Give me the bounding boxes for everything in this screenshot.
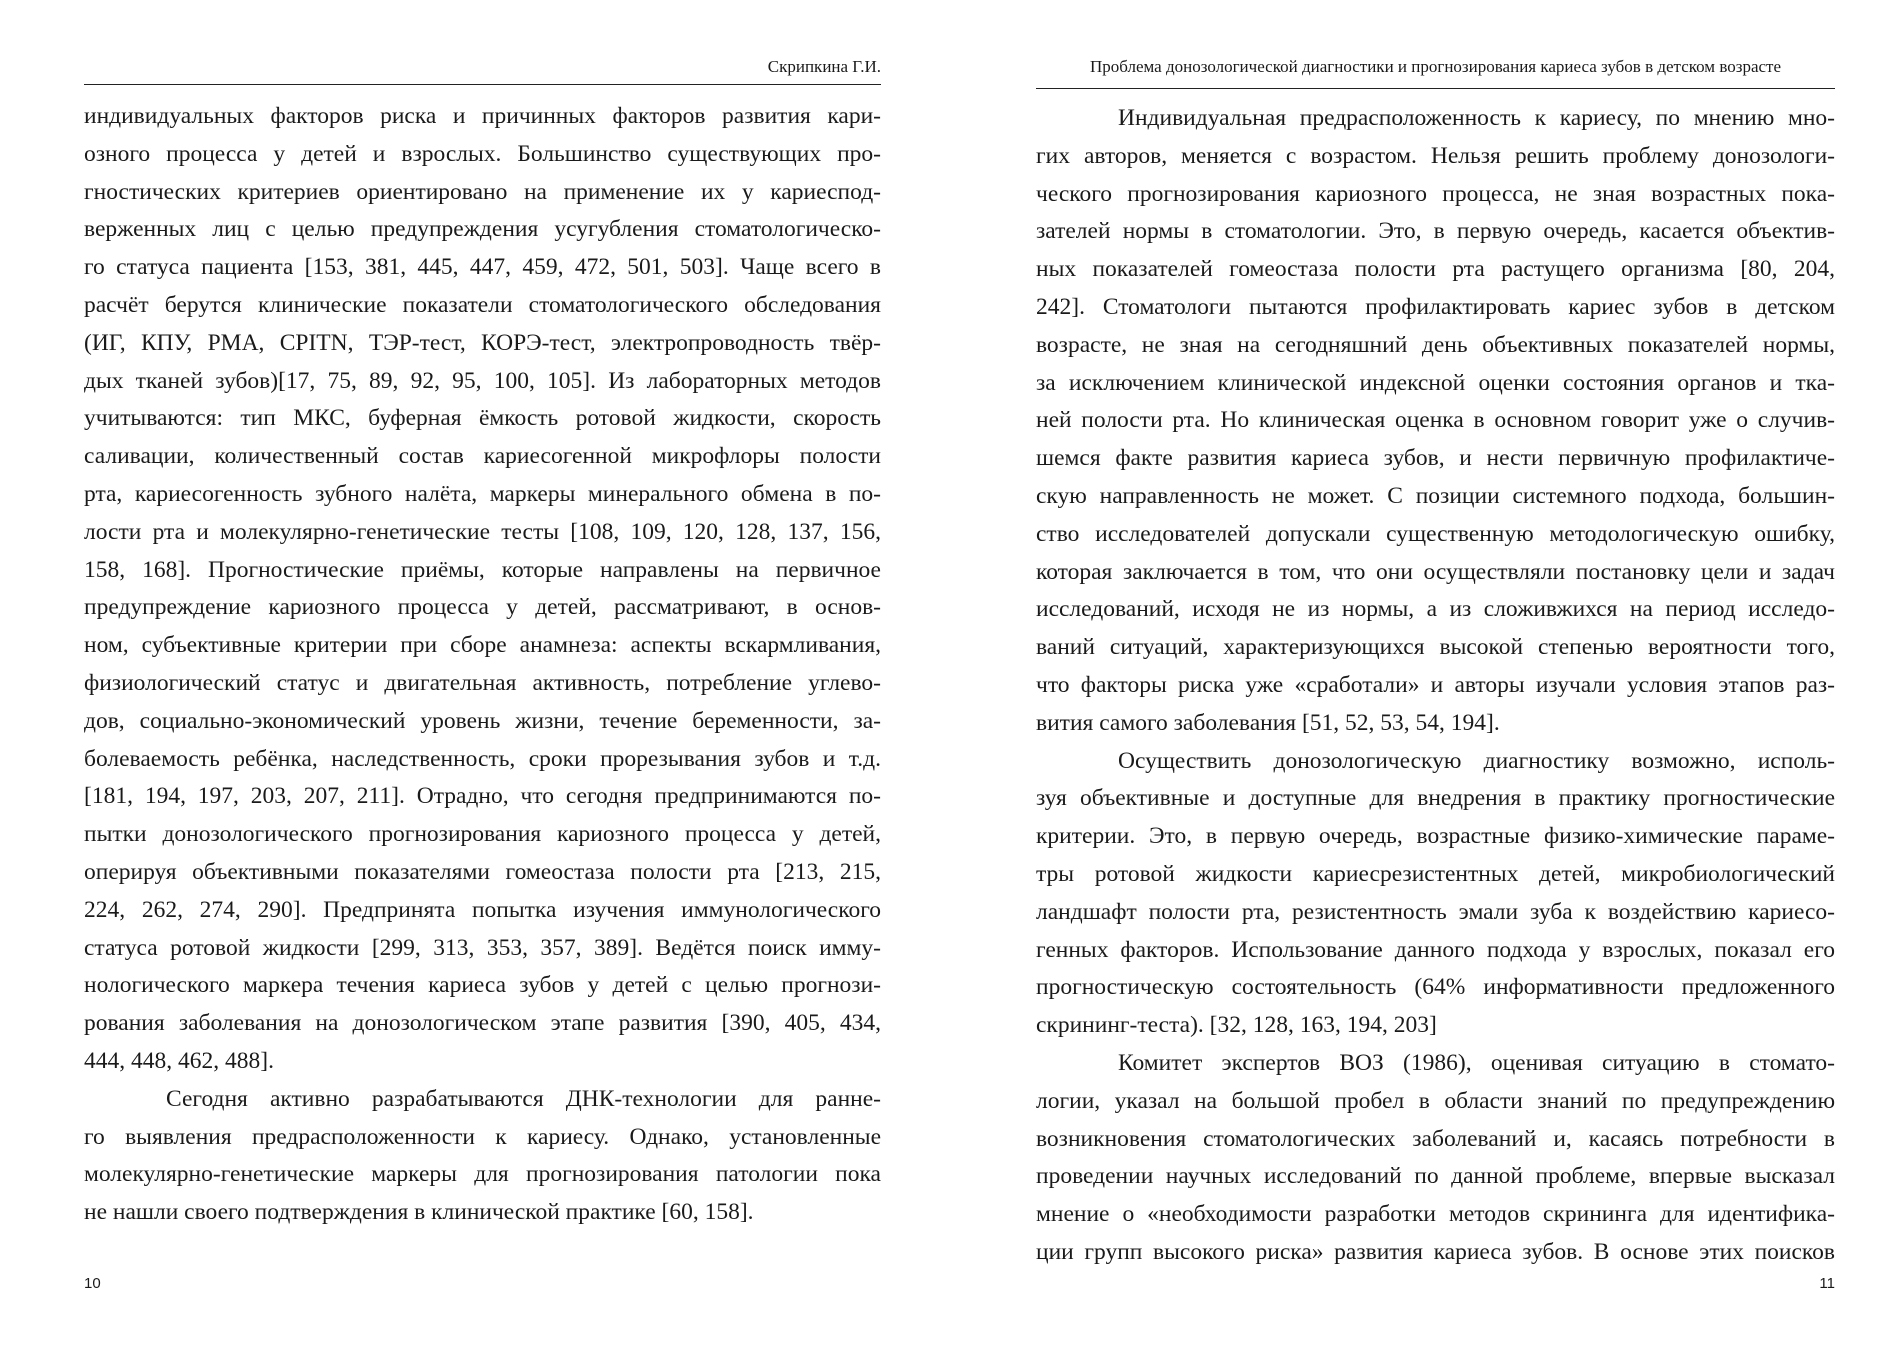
text-line: ции групп высокого риска» развития кариеса зубов. В основе этих поисков	[1036, 1238, 1835, 1265]
text-line: 242]. Стоматологи пытаются профилактировать кариес зубов в детском	[1036, 293, 1835, 320]
text-line: дых тканей зубов)[17, 75, 89, 92, 95, 100, 105]. Из лабораторных методов	[84, 367, 881, 394]
text-line: гностических критериев ориентировано на применение их у кариеспод-	[84, 178, 881, 205]
text-line: нологического маркера течения кариеса зубов у детей с целью прогнози-	[84, 972, 881, 999]
page-number: 10	[84, 1275, 101, 1292]
text-line: 158, 168]. Прогностические приёмы, которые направлены на первичное	[84, 556, 881, 583]
text-line: генных факторов. Использование данного подхода у взрослых, показал его	[1036, 936, 1835, 963]
text-line: скрининг-теста). [32, 128, 163, 194, 203]	[1036, 1012, 1437, 1039]
text-line: [181, 194, 197, 203, 207, 211]. Отрадно, что сегодня предпринимаются по-	[84, 783, 881, 810]
text-line: мнение о «необходимости разработки методов скрининга для идентифика-	[1036, 1201, 1835, 1228]
text-line: Осуществить донозологическую диагностику возможно, исполь-	[1118, 747, 1835, 774]
text-line: ландшафт полости рта, резистентность эмали зуба к воздействию кариесо-	[1036, 898, 1835, 925]
text-line: зуя объективные и доступные для внедрения в практику прогностические	[1036, 785, 1835, 812]
text-line: прогностическую состоятельность (64% информативности предложенного	[1036, 974, 1835, 1001]
text-line: 224, 262, 274, 290]. Предпринята попытка изучения иммунологического	[84, 896, 881, 923]
header-rule	[84, 84, 881, 85]
text-line: за исключением клинической индексной оценки состояния органов и тка-	[1036, 369, 1835, 396]
left-page	[84, 0, 881, 1350]
header-rule	[1036, 88, 1835, 89]
text-line: го статуса пациента [153, 381, 445, 447, 459, 472, 501, 503]. Чаще всего в	[84, 254, 881, 281]
running-head-title: Проблема донозологической диагностики и прогнозирования кариеса зубов в детском возрасте	[1089, 57, 1782, 76]
text-line: расчёт берутся клинические показатели стоматологического обследования	[84, 291, 881, 318]
text-line: скую направленность не может. С позиции системного подхода, большин-	[1036, 482, 1835, 509]
text-line: Комитет экспертов ВОЗ (1986), оценивая ситуацию в стомато-	[1118, 1049, 1835, 1076]
text-line: логии, указал на большой пробел в области знаний по предупреждению	[1036, 1087, 1835, 1114]
text-line: ваний ситуаций, характеризующихся высокой степенью вероятности того,	[1036, 634, 1835, 661]
text-line: гих авторов, меняется с возрастом. Нельзя решить проблему донозологи-	[1036, 142, 1835, 169]
text-line: (ИГ, КПУ, PMA, CPITN, ТЭР-тест, КОРЭ-тест, электропроводность твёр-	[84, 329, 881, 356]
text-line: проведении научных исследований по данной проблеме, впервые высказал	[1036, 1163, 1835, 1190]
text-line: молекулярно-генетические маркеры для прогнозирования патологии пока	[84, 1161, 881, 1188]
text-line: дов, социально-экономический уровень жизни, течение беременности, за-	[84, 707, 881, 734]
text-line: ных показателей гомеостаза полости рта растущего организма [80, 204,	[1036, 256, 1835, 283]
text-line: ней полости рта. Но клиническая оценка в основном говорит уже о случив-	[1036, 407, 1835, 434]
body-text	[1036, 100, 1835, 1272]
text-line: Сегодня активно разрабатываются ДНК-технологии для ранне-	[166, 1085, 881, 1112]
text-line: тры ротовой жидкости кариесрезистентных детей, микробиологический	[1036, 860, 1835, 887]
running-head-author: Скрипкина Г.И.	[767, 57, 881, 76]
page-number: 11	[1819, 1275, 1835, 1292]
right-page	[1036, 0, 1835, 1350]
text-line: ство исследователей допускали существенную методологическую ошибку,	[1036, 520, 1835, 547]
text-line: ческого прогнозирования кариозного процесса, не зная возрастных пока-	[1036, 180, 1835, 207]
text-line: рта, кариесогенность зубного налёта, маркеры минерального обмена в по-	[84, 480, 881, 507]
text-line: предупреждение кариозного процесса у детей, рассматривают, в основ-	[84, 594, 881, 621]
text-line: критерии. Это, в первую очередь, возрастные физико-химические параме-	[1036, 823, 1835, 850]
text-line: зателей нормы в стоматологии. Это, в первую очередь, касается объектив-	[1036, 218, 1835, 245]
text-line: Индивидуальная предрасположенность к кариесу, по мнению мно-	[1118, 105, 1835, 131]
text-line: пытки донозологического прогнозирования кариозного процесса у детей,	[84, 821, 881, 848]
text-line: го выявления предрасположенности к кариесу. Однако, установленные	[84, 1123, 881, 1150]
text-line: возникновения стоматологических заболеваний и, касаясь потребности в	[1036, 1125, 1835, 1152]
text-line: ном, субъективные критерии при сборе анамнеза: аспекты вскармливания,	[84, 632, 881, 659]
text-line: 444, 448, 462, 488].	[84, 1047, 274, 1074]
text-line: которая заключается в том, что они осуществляли постановку цели и задач	[1036, 558, 1835, 585]
text-line: болеваемость ребёнка, наследственность, сроки прорезывания зубов и т.д.	[84, 745, 881, 772]
text-line: исследований, исходя не из нормы, а из сложивжихся на период исследо-	[1036, 596, 1835, 623]
body-text	[84, 98, 881, 1232]
text-line: физиологический статус и двигательная активность, потребление углево-	[84, 669, 881, 696]
text-line: озного процесса у детей и взрослых. Большинство существующих про-	[84, 140, 881, 167]
text-line: рования заболевания на донозологическом этапе развития [390, 405, 434,	[84, 1010, 881, 1037]
text-line: оперируя объективными показателями гомеостаза полости рта [213, 215,	[84, 858, 881, 885]
text-line: не нашли своего подтверждения в клинической практике [60, 158].	[84, 1199, 754, 1226]
text-line: саливации, количественный состав кариесогенной микрофлоры полости	[84, 443, 881, 470]
text-line: верженных лиц с целью предупреждения усугубления стоматологическо-	[84, 216, 881, 243]
text-line: вития самого заболевания [51, 52, 53, 54, 194].	[1036, 709, 1500, 736]
text-line: что факторы риска уже «сработали» и авторы изучали условия этапов раз-	[1036, 671, 1835, 698]
text-line: лости рта и молекулярно-генетические тесты [108, 109, 120, 128, 137, 156,	[84, 518, 881, 545]
text-line: шемся факте развития кариеса зубов, и нести первичную профилактиче-	[1036, 445, 1835, 472]
text-line: индивидуальных факторов риска и причинных факторов развития кари-	[84, 103, 881, 129]
text-line: возрасте, не зная на сегодняшний день объективных показателей нормы,	[1036, 331, 1835, 358]
text-line: статуса ротовой жидкости [299, 313, 353, 357, 389]. Ведётся поиск имму-	[84, 934, 881, 961]
text-line: учитываются: тип МКС, буферная ёмкость ротовой жидкости, скорость	[84, 405, 881, 432]
